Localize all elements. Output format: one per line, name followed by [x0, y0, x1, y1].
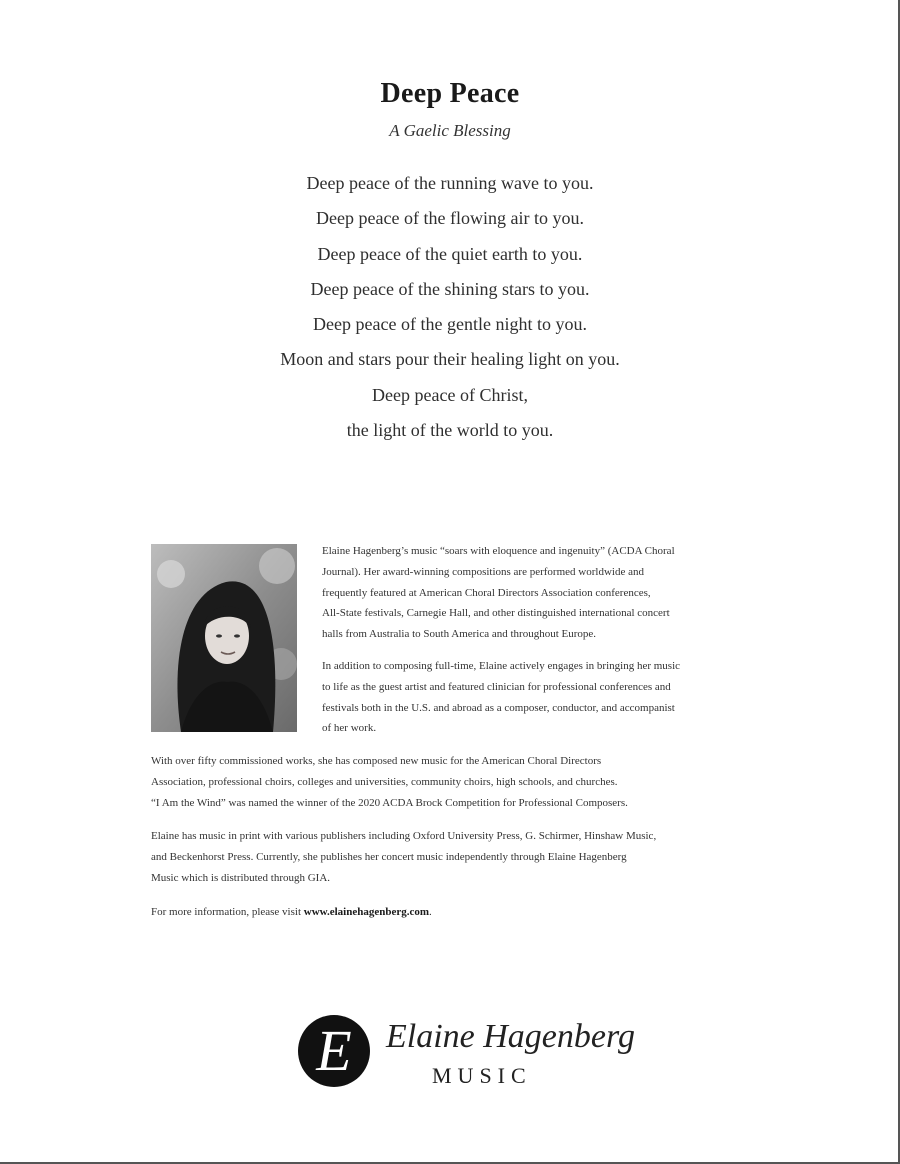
bio-paragraph-3	[151, 751, 761, 813]
composer-photo	[151, 544, 297, 732]
text-line: of her work.	[322, 722, 377, 735]
poem-line: Deep peace of the gentle night to you.	[313, 314, 587, 335]
text-line: Elaine Hagenberg’s music “soars with eloquence and ingenuity” (ACDA Choral	[322, 545, 675, 557]
more-info-text: For more information, please visit	[151, 906, 304, 918]
more-info-period: .	[429, 906, 432, 918]
poem-line: Deep peace of the running wave to you.	[306, 173, 594, 193]
poem-line: Deep peace of the quiet earth to you.	[317, 243, 583, 264]
logo-name: Elaine Hagenberg	[386, 1018, 635, 1055]
text-line: halls from Australia to South America and throughout Europe.	[322, 628, 597, 641]
text-line: Elaine has music in print with various publishers including Oxford University Press, G. Schirmer, Hinshaw Music,	[151, 830, 657, 842]
poem-line: Deep peace of the shining stars to you.	[310, 278, 590, 299]
text-line: festivals both in the U.S. and abroad as a composer, conductor, and accompanist	[322, 701, 675, 714]
publisher-logo	[298, 1010, 635, 1090]
text-line: All-State festivals, Carnegie Hall, and other distinguished international concert	[322, 607, 670, 620]
more-info-line	[151, 902, 761, 923]
text-line: Music which is distributed through GIA.	[151, 871, 331, 884]
page-title: Deep Peace	[380, 78, 520, 109]
bio-intro	[322, 541, 754, 739]
logo-music: MUSIC	[432, 1063, 532, 1088]
bio-paragraph-4	[151, 826, 761, 888]
text-line: Journal). Her award-winning compositions are performed worldwide and	[322, 565, 644, 578]
page-subtitle: A Gaelic Blessing	[389, 121, 511, 140]
text-line: Association, professional choirs, colleges and universities, community choirs, high schools, and churches.	[151, 775, 618, 788]
poem-line: Moon and stars pour their healing light on you.	[280, 349, 620, 370]
text-line: to life as the guest artist and featured clinician for professional conferences and	[322, 680, 671, 693]
text-line: and Beckenhorst Press. Currently, she publishes her concert music independently through Elaine Hagenberg	[151, 850, 627, 863]
bio-paragraph-2	[322, 656, 754, 739]
poem-line: Deep peace of the flowing air to you.	[316, 208, 584, 229]
logo-monogram: E	[316, 1018, 352, 1083]
poem-line: the light of the world to you.	[346, 420, 554, 441]
bio-paragraph-1	[322, 541, 754, 645]
poem	[0, 168, 900, 450]
text-line: With over fifty commissioned works, she has composed new music for the American Choral Directors	[151, 755, 602, 767]
text-line: In addition to composing full-time, Elaine actively engages in bringing her music	[322, 659, 681, 672]
text-line: frequently featured at American Choral Directors Association conferences,	[322, 586, 651, 599]
website-link[interactable]: www.elainehagenberg.com	[303, 906, 430, 918]
poem-line: Deep peace of Christ,	[372, 384, 528, 405]
portrait-illustration	[151, 544, 297, 732]
text-line: “I Am the Wind” was named the winner of the 2020 ACDA Brock Competition for Professional Composers.	[151, 796, 628, 809]
